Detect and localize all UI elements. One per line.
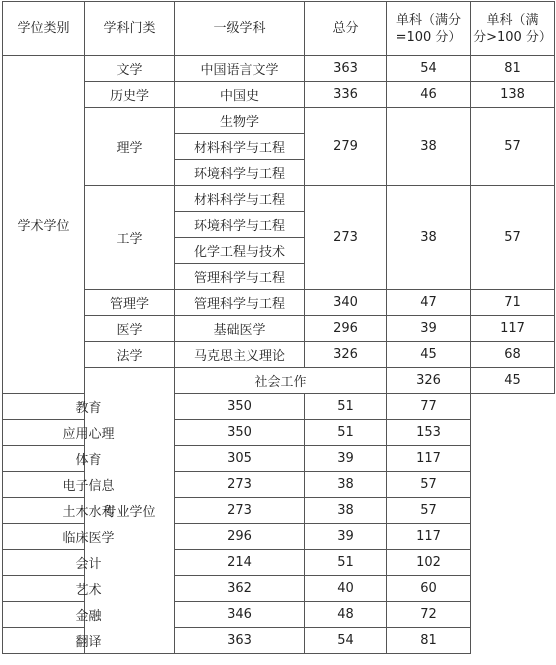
single-over100-cell: 77 xyxy=(387,394,471,420)
category-cell: 历史学 xyxy=(85,82,175,108)
category-cell: 法学 xyxy=(85,342,175,368)
table-row xyxy=(3,576,555,602)
discipline-cell: 化学工程与技术 xyxy=(175,238,305,264)
single-100-cell: 46 xyxy=(387,82,471,108)
single-100-cell: 39 xyxy=(387,316,471,342)
single-over100-cell: 71 xyxy=(471,290,555,316)
table-row xyxy=(3,394,555,420)
table-row xyxy=(3,342,555,368)
discipline-cell: 中国语言文学 xyxy=(175,56,305,82)
header-single-subject-over100-line2: 分>100 分） xyxy=(473,29,552,45)
professional-name-cell: 体育 xyxy=(3,446,175,472)
header-single-subject-100-line2: =100 分） xyxy=(395,29,462,45)
single-over100-cell: 57 xyxy=(471,108,555,186)
single-100-cell: 47 xyxy=(387,290,471,316)
single-100-cell: 40 xyxy=(305,576,387,602)
professional-name-cell: 社会工作 xyxy=(175,368,387,394)
professional-name-cell: 电子信息 xyxy=(3,472,175,498)
single-100-cell: 51 xyxy=(305,420,387,446)
header-single-subject-100-line1: 单科（满分 xyxy=(395,12,461,28)
header-single-subject-over100 xyxy=(471,2,555,56)
table-row xyxy=(3,368,555,394)
total-score-cell: 305 xyxy=(175,446,305,472)
category-cell: 管理学 xyxy=(85,290,175,316)
header-degree-type: 学位类别 xyxy=(3,2,85,56)
header-single-subject-100 xyxy=(387,2,471,56)
single-100-cell: 51 xyxy=(305,550,387,576)
category-cell: 文学 xyxy=(85,56,175,82)
single-over100-cell: 57 xyxy=(471,186,555,290)
professional-name-cell: 临床医学 xyxy=(3,524,175,550)
total-score-cell: 273 xyxy=(175,498,305,524)
single-over100-cell: 57 xyxy=(387,498,471,524)
table-row xyxy=(3,446,555,472)
discipline-cell: 管理科学与工程 xyxy=(175,264,305,290)
total-score-cell: 340 xyxy=(305,290,387,316)
total-score-cell: 279 xyxy=(305,108,387,186)
header-row xyxy=(3,2,555,56)
single-over100-cell: 117 xyxy=(387,446,471,472)
single-over100-cell: 102 xyxy=(387,550,471,576)
single-over100-cell: 72 xyxy=(387,602,471,628)
total-score-cell: 326 xyxy=(387,368,471,394)
single-100-cell: 51 xyxy=(305,394,387,420)
total-score-cell: 273 xyxy=(305,186,387,290)
professional-name-cell: 会计 xyxy=(3,550,175,576)
total-score-cell: 336 xyxy=(305,82,387,108)
single-over100-cell: 117 xyxy=(387,524,471,550)
single-100-cell: 38 xyxy=(305,472,387,498)
total-score-cell: 214 xyxy=(175,550,305,576)
single-over100-cell: 138 xyxy=(471,82,555,108)
professional-name-cell: 教育 xyxy=(3,394,175,420)
single-100-cell: 39 xyxy=(305,446,387,472)
single-100-cell: 38 xyxy=(387,186,471,290)
discipline-cell: 材料科学与工程 xyxy=(175,134,305,160)
single-over100-cell: 81 xyxy=(471,56,555,82)
professional-name-cell: 金融 xyxy=(3,602,175,628)
table-row xyxy=(3,108,555,134)
single-over100-cell: 60 xyxy=(387,576,471,602)
total-score-cell: 273 xyxy=(175,472,305,498)
table-row xyxy=(3,602,555,628)
table-row xyxy=(3,472,555,498)
discipline-cell: 管理科学与工程 xyxy=(175,290,305,316)
professional-name-cell: 应用心理 xyxy=(3,420,175,446)
single-100-cell: 45 xyxy=(471,368,555,394)
total-score-cell: 296 xyxy=(305,316,387,342)
header-subject-category: 学科门类 xyxy=(85,2,175,56)
degree-type-academic: 学术学位 xyxy=(3,56,85,394)
discipline-cell: 马克思主义理论 xyxy=(175,342,305,368)
professional-name-cell: 土木水利 xyxy=(3,498,175,524)
single-over100-cell: 57 xyxy=(387,472,471,498)
single-100-cell: 38 xyxy=(387,108,471,186)
single-over100-cell: 153 xyxy=(387,420,471,446)
single-over100-cell: 81 xyxy=(387,628,471,654)
single-over100-cell: 68 xyxy=(471,342,555,368)
single-100-cell: 38 xyxy=(305,498,387,524)
header-first-level-discipline: 一级学科 xyxy=(175,2,305,56)
discipline-cell: 环境科学与工程 xyxy=(175,212,305,238)
single-100-cell: 54 xyxy=(305,628,387,654)
single-over100-cell: 117 xyxy=(471,316,555,342)
header-total-score: 总分 xyxy=(305,2,387,56)
category-cell: 理学 xyxy=(85,108,175,186)
single-100-cell: 54 xyxy=(387,56,471,82)
discipline-cell: 材料科学与工程 xyxy=(175,186,305,212)
total-score-cell: 363 xyxy=(175,628,305,654)
professional-name-cell: 翻译 xyxy=(3,628,175,654)
total-score-cell: 363 xyxy=(305,56,387,82)
table-row xyxy=(3,56,555,82)
table-row xyxy=(3,524,555,550)
total-score-cell: 296 xyxy=(175,524,305,550)
category-cell: 医学 xyxy=(85,316,175,342)
total-score-cell: 350 xyxy=(175,394,305,420)
single-100-cell: 45 xyxy=(387,342,471,368)
header-single-subject-over100-line1: 单科（满 xyxy=(486,12,539,28)
table-row xyxy=(3,498,555,524)
table-row xyxy=(3,628,555,654)
table-row xyxy=(3,420,555,446)
score-line-table xyxy=(2,1,555,654)
single-100-cell: 39 xyxy=(305,524,387,550)
professional-name-cell: 艺术 xyxy=(3,576,175,602)
discipline-cell: 生物学 xyxy=(175,108,305,134)
category-cell: 工学 xyxy=(85,186,175,290)
total-score-cell: 362 xyxy=(175,576,305,602)
total-score-cell: 350 xyxy=(175,420,305,446)
table-row xyxy=(3,316,555,342)
degree-type-professional: 专业学位 xyxy=(85,368,175,654)
table-row xyxy=(3,550,555,576)
total-score-cell: 346 xyxy=(175,602,305,628)
table-row xyxy=(3,82,555,108)
discipline-cell: 基础医学 xyxy=(175,316,305,342)
discipline-cell: 中国史 xyxy=(175,82,305,108)
total-score-cell: 326 xyxy=(305,342,387,368)
single-100-cell: 48 xyxy=(305,602,387,628)
table-row xyxy=(3,186,555,212)
table-row xyxy=(3,290,555,316)
discipline-cell: 环境科学与工程 xyxy=(175,160,305,186)
